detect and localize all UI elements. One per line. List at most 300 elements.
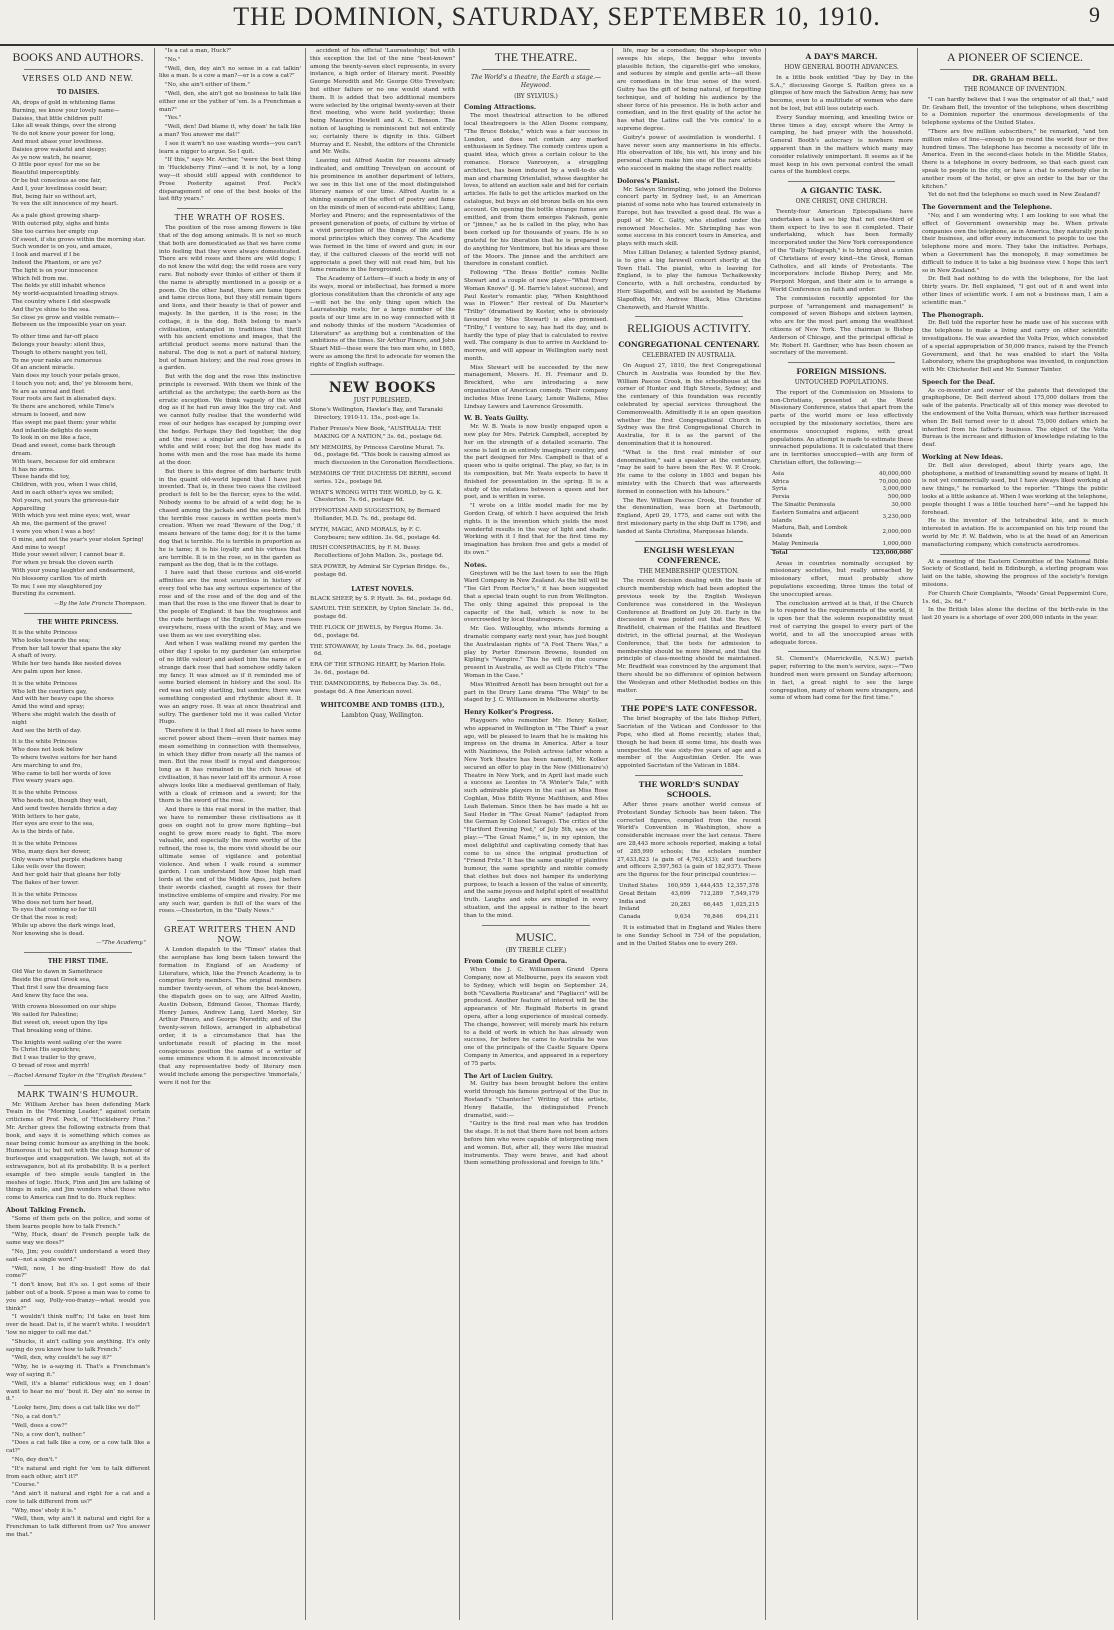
verse-line: With crowns blossomed on our ships xyxy=(12,1004,116,1011)
article-paragraph: St. Clement's (Marrickville, N.S.W.) parish paper, referring to the men's service, says:—"Two hundred men were present on Sunday afternoon; in fact, a great night to see the large congregation, many of whom were strangers, and some of whom had come for the first time." xyxy=(770,656,913,702)
table-row xyxy=(770,541,913,549)
verse-line: As ye now watch, he nearer, xyxy=(12,154,92,161)
verse-line: Ye are as unreal and fleet xyxy=(12,388,85,395)
article-title: THE WRATH OF ROSES. xyxy=(174,213,286,223)
book-entry: MEMOIRS OF THE DUCHESS DE BERRI, second series. 12s., postage 9d. xyxy=(310,471,452,485)
verse-line: And her gold hair that gleans her folly xyxy=(12,872,121,879)
verse-line: Or that the rose is red; xyxy=(12,915,78,922)
verse-line: But, being fair so without art, xyxy=(12,193,97,200)
article-body xyxy=(6,1102,150,1203)
verse-line: It is the white Princess xyxy=(12,630,78,636)
verse-line: The fields ye still inhabit whence xyxy=(12,283,106,290)
verse-line: And must abase your loveliness. xyxy=(12,138,104,145)
article-paragraph: Twenty-four American Episcopalians have undertaken a task so big that not one-third of them expect to live to see it completed. Their undertaking, which has been formally incorporated under the New York correspondence of the "Daily Telegraph," is to bring about a union of Christians of every kind—the Greek, Roman Catholics, and all kinds of Protestants. The incorporators include Bishop Perry, and Mr. Pierpont Morgan, and their aim is to arrange a World Conference on faith and order. xyxy=(770,208,913,293)
divider xyxy=(940,554,1090,555)
article-subtitle: THE ROMANCE OF INVENTION. xyxy=(963,86,1067,93)
article-body xyxy=(770,561,913,648)
poem-title: THE WHITE PRINCESS. xyxy=(37,619,119,626)
column-religious-activity xyxy=(617,48,761,1620)
article-paragraph: "Why, mos' sholy it is." xyxy=(12,1507,77,1514)
verse-line: Are palm upon her knee. xyxy=(12,668,83,675)
article-paragraph: But there is this degree of dim barbaric truth in the quaint old-world legend that I have just invented. That is, in these two cases the civilised product is felt to be the fiercer, eyes to the wild. Nobody seems to be afraid of a wild dog; he is chased among the jackals and the sea-birds. But the terrible rose causes in written poets men's creation. When we read 'Beware of the Dog,' it means beware of the tame dog; for it is the tame dog that is terrible. He is terrible in proportion as he is tame; it is his loyalty and his virtues that are terrible. It is in the rose, so in the garden as rampant as the dog, that is in the cottage. xyxy=(159,468,301,569)
article-paragraph: "Guitry is the first real man who has trodden the stage. It is not that there have not been actors before him who were capable of interpreting men and women. But, after all, they were like musical instruments. They were brave, and had about them something professional and foreign to life." xyxy=(464,1121,608,1167)
article-body xyxy=(159,225,301,570)
article-paragraph: Greytown will be the last town to see the High Ward Company in New Zealand. As the bill will be "Tee Girl From Rector's," it has been suggested that a special train ought to run from Wellington. The only thing against this proposal is the capacity of the hall, which is now to be overcrowded by local theatregoers. xyxy=(464,570,608,624)
column-missions xyxy=(770,48,913,1620)
verse-line: These hands did toy, xyxy=(12,474,70,481)
book-entry: THE DAMNODDERS, by Rebecca Day. 3s. 6d., postage 6d. A fine American novel. xyxy=(310,680,442,695)
verse-line: That breaking song of thine. xyxy=(12,1027,93,1034)
article-paragraph: In a little book entitled "Day by Day in the S.A.," discussing George S. Railton gives us a glimpse of how much the Salvation Army, has now become, even to a multitude of women who dare not be lost, but still less outstrip each. xyxy=(770,74,913,112)
poem-signature: —By the late Francis Thompson. xyxy=(53,601,146,608)
verse-line: It is the white Princess xyxy=(12,680,78,687)
article-body xyxy=(770,209,913,358)
article-paragraph: "No; and I am wondering why. I am looking to see what the effect of Government ownership may be. When private companies own the telephone, as in America, they naturally push their business, and offer every inducement to people to use the telephone more and more. They take the initiative. Perhaps, when a Government has the monopoly, it may sometimes be difficult to induce it to take a big business view. I hope this isn't so in New Zealand." xyxy=(922,212,1108,274)
article-paragraph: "Some of them gets on the police, and some of them learns people how to talk French." xyxy=(6,1215,150,1230)
book-entry: THE FLOCK OF JEWELS, by Fergus Hume. 3s. 6d., postage 6d. xyxy=(310,625,443,639)
article-paragraph: Mr. Selwyn Shrimpling, who joined the Dolores concert party in Sydney last, is an American pianist of some note who has toured extensively in Europe, but has travelled a good deal. He was a pupil of Mr. C. Gatty, who studied under the renowned Moscheles. Mr. Shrimpling has won some success in his concert tours in America, and plays with much skill. xyxy=(617,186,761,248)
verse-line: Only wears what purple shadows hang xyxy=(12,856,123,863)
verse-line: Between us the impossible year on year. xyxy=(12,322,127,329)
population-table xyxy=(770,471,913,558)
article-paragraph: On August 27, 1810, the first Congregational Church in Australia was founded by the Rev. William Pascoe Crook, in the schoolhouse at the corner of Hunter and High Streets, Sydney; and the centenary of this foundation was recently celebrated by special services throughout the Commonwealth. Admittedly it is an open question whether the first Congregational Church in Sydney was the first Congregational Church in Australia, for it is as the parent of the denomination that it is honoured. xyxy=(617,363,761,448)
article-subhead: Speech for the Deaf. xyxy=(922,377,995,386)
article-paragraph: Mr. Geo. Willoughby, who intends forming a dramatic company early next year, has just bought the Australasian rights of "A Fool There Was," a play by Porter Emerson Browne, founded on Kipling's "Vampire." This he will in due course present in Australia, as well as Clyde Fitch's "The Woman in the Case." xyxy=(464,626,608,679)
article-body xyxy=(922,559,1108,623)
country-name: India and Ireland xyxy=(619,898,646,913)
page-number: 9 xyxy=(1089,2,1100,27)
verse-line: Like veils over the flower; xyxy=(12,864,86,871)
book-entry: HYPNOTISM AND SUGGESTION, by Bernard Hollander, M.D. 7s. 6d., postage 6d. xyxy=(310,508,441,523)
article-paragraph: The report of the Commission on Missions to non-Christians, presented at the World Missionary Conference, states that apart from the parts of the world more or less effectively occupied by the missionary societies, there are enormous unoccupied regions, with great populations. An attempt is made to estimate these unreached populations. It is calculated that there are in territories unoccupied—with any form of Christian effort, the following:— xyxy=(770,389,913,467)
region-name: Africa xyxy=(772,478,789,485)
verse-line: Apparelling xyxy=(12,505,46,512)
novel-list xyxy=(310,596,455,697)
newspaper-title: THE DOMINION, SATURDAY, SEPTEMBER 10, 1910. xyxy=(233,2,881,31)
verse-line: It is the white Princess xyxy=(12,790,78,797)
column-theatre-music xyxy=(464,48,608,1620)
table-row xyxy=(617,883,761,891)
verse-line: I touch you not; and, tho' ye blossom here, xyxy=(12,380,133,387)
article-paragraph: "Well, den! Dad blame it, why doan' he talk like a man? You answer me dat!" xyxy=(159,124,301,138)
verse-line: To me your ranks are rumorous xyxy=(12,357,102,364)
publisher-name: WHITCOMBE AND TOMBS (LTD.), xyxy=(320,701,445,710)
verse-line: With letters to her gate, xyxy=(12,813,81,820)
table-row xyxy=(770,471,913,479)
population-value: 500,000 xyxy=(887,494,911,501)
table-row xyxy=(617,899,761,915)
book-entry: SAMUEL THE SEEKER, by Upton Sinclair. 3s. 6d., postage 6d. xyxy=(310,606,454,621)
poem-title: TO DAISIES. xyxy=(56,89,100,96)
article-body xyxy=(617,716,761,771)
article-paragraph: The Academy of Letters—if such a body in any of its ways, moral or intellectual, has formed a more glorious constitution than the chronicle of any age—will not be the only thing upon which the Laureateship rests; for a large number of the poets of our time are in no way connected with it and nobody thinks of the modern "Academies of Literature" as anything but a combination of the ambitions of the times. Sir Arthur Pinero, and John Stuart Mill—these were the two men who, in 1865, were as among the first to advocate for women the rights of English suffrage. xyxy=(310,276,455,368)
verse-line: The knights went sailing o'er the wave xyxy=(12,1039,122,1046)
divider xyxy=(940,69,1090,70)
ad-title xyxy=(310,381,455,395)
verse-line: O little poor eyes! for me so be xyxy=(12,162,100,169)
book-entry: SEA POWER, by Admiral Sir Cyprian Bridge. 6s., postage 6d. xyxy=(310,564,450,578)
article-paragraph: "No, Jim; you couldn't understand a word they said—not a single word." xyxy=(6,1248,150,1263)
statistic-value: 160,959 xyxy=(667,882,691,889)
article-body xyxy=(770,75,913,177)
article-paragraph: Dr. Bell had nothing to do with the telephone, for the last thirty years. Dr. Bell explained, "I got out of it and went into other lines of scientific work. I am not a business man, I am a scientific man." xyxy=(922,276,1108,306)
verse-line: Such wonder is on you, and amaze, xyxy=(12,244,113,251)
statistic-value: 1,444,455 xyxy=(694,882,723,889)
verse-line: From her tall tower that spans the sky xyxy=(12,645,122,652)
article-paragraph: And when I was walking round my garden the other day I spoke to my gardener (an enterprise of no little valour) and asked him the name of a strange dark rose that had somehow oddly taken my fancy. It was almost as if it reminded me of some buried element in history and the soul. Its red was not only startling, but sombre; there was something congested and rhythmic about it. It was an angry rose. It was at once theatrical and sultry. The gardener told me it was called Victor Hugo. xyxy=(159,641,301,726)
verse-line: So close ye grow and visible remain— xyxy=(12,314,120,321)
article-paragraph: accident of his official 'Laureateship;' but with this exception the list of the nine "best-known" among the twenty-seven elect represents, in every instance, a high order of literary merit. Possibly George Meredith and Mr. George Otto Trevelyan; but either failure or no one would stand with them. It is added that two additional members were selected by the original twenty-seven at their first meeting, who were held yesterday; these being Maurice Hewlett and A. C. Benson. The notion of laughing is reminiscent but not entirely so; certainly there is dignity in this. Gilbert Murray and E. Nesbit, the editors of the Chronicle and Mr. Wells. xyxy=(310,48,455,156)
verse-line: I wore you when I was a boy! xyxy=(12,529,96,536)
article-paragraph: "Does a cat talk like a cow, or a cow talk like a cat?" xyxy=(6,1440,150,1455)
table-row xyxy=(770,486,913,494)
book-entry: WHAT'S WRONG WITH THE WORLD, by G. K. Chesterton. 7s. 6d., postage 6d. xyxy=(310,489,443,504)
article-paragraph: The conclusion arrived at is that, if the Church is to respond to the requirements of the world, it is upon her that the solemn responsibility must rest of carrying the gospel to every part of the world, and to all the unoccupied areas with adequate forces. xyxy=(770,600,913,646)
article-body xyxy=(464,571,608,706)
verse-line: While up above the dark wings lead, xyxy=(12,922,116,929)
verse-line: It is the white Princess xyxy=(12,739,78,746)
verse-line: Who left the courtiers gay, xyxy=(12,688,88,695)
verse-line: Ye vex the silt innocence of my heart. xyxy=(12,201,119,208)
verse-line: Burning, we know your lovely name— xyxy=(12,107,120,114)
section-title: THE THEATRE. xyxy=(494,50,578,64)
poem-signature: —"The Academy." xyxy=(95,940,146,947)
article-paragraph: "No, a cat don't." xyxy=(12,1413,61,1420)
verse-line: To Christ His sepulchre; xyxy=(12,1047,81,1054)
verse-line: And send twelve heralds thrice a day xyxy=(12,805,118,812)
verse-line: Daisies, that little children pull! xyxy=(12,115,103,122)
region-name: Eastern Sumatra and adjacent islands xyxy=(772,509,859,524)
divider xyxy=(635,541,743,542)
population-value: 3,230,000 xyxy=(882,513,911,520)
verse-line: Or be but conscious as one fair, xyxy=(12,177,102,184)
book-entry: MYTH, MAGIC, AND MORALS, by F. C. Conybeare; new edition. 3s. 6d., postage 4d. xyxy=(310,526,441,541)
verse-line: With outcried pity, sighs and hints xyxy=(12,220,110,227)
article-subhead: About Talking French. xyxy=(6,1206,86,1214)
article-paragraph: "I can hardly believe that I was the originator of all that," said Dr. Graham Bell, the inventor of the telephone, when describing to a Dominion reporter the enormous developments of the telephone systems of the United States. xyxy=(922,96,1108,127)
article-paragraph: The Rev. William Pascoe Crook, the founder of the denomination, was born at Dartmouth, England, April 29, 1775, and came out with the first missionary party in the ship Duff in 1796, and landed at Santa Christina, Marquesas Islands. xyxy=(617,497,761,535)
verse-line: O mine, and not the year's your stolen Spring! xyxy=(12,536,144,543)
book-entry: IRISH CONSPIRACIES, by F. M. Bussy. Recollections of John Mallon. 3s., postage 6d. xyxy=(310,545,444,560)
article-paragraph: Playgoers who remember Mr. Henry Kolker, who appeared in Wellington in "The Thief" a year ago, will be pleased to learn that he is making his impress on the drama in America. After a tour with Nazimova, the Polish actress (after whom a New York theatre has been named), Mr. Kolker secured an offer to play in the New (Millionaire's) Theatre in New York, and in April last made such a success as Leontes in "A Winter's Tale," with such admirable players in the cast as Miss Rose Coghlan, Miss Edith Wynne Matthison, and Miss Leah Bateman. Since then he has made a hit as Saul Heder in "The Great Name" (adapted from the German by Colonel Savage). The critics of the "Hartford Evening Post," of July 5th, says of the play:—"The Great Name," is, in my opinion, the most delightful and captivating comedy that has come to us since the original production of "Friend Fritz." It has the same quality of plaintive humour, the same sprightly and nimble comedy that clothes but does not hamper its underlying purpose, to teach a lesson of the value of sincerity, and the same joyous and helpful spirit of wealthful truth. Laughs and sobs are mingled in every situation, and the appeal is rather to the heart than to the mind. xyxy=(464,717,608,919)
article-paragraph: He is the inventor of the tetrahedral kite, and is much interested in aviation. He is accompanied on his trip round the world by Mr. F. W. Baldwin, who is at the head of an American manufacturing company, which constructs aerodromes. xyxy=(922,518,1108,548)
divider xyxy=(24,69,132,70)
article-paragraph: As co-inventor and owner of the patents that developed the graphophone, Dr. Bell derived about 175,000 dollars from the sale of the patents. Practically all of this money was devoted to the endowment of the Volta Bureau, which was further increased when Dr. Bell turned over to it about 75,000 dollars which he inherited from his father's business. The object of the Volta Bureau is the increase and diffusion of knowledge relating to the deaf. xyxy=(922,387,1108,449)
divider xyxy=(482,925,590,926)
verse-line: And knew thy face the sea. xyxy=(12,992,89,999)
verse-line: And the'ye shine to the sea. xyxy=(12,306,91,313)
population-total-row xyxy=(770,549,913,557)
verse-line: And with her heavy cape the shores xyxy=(12,696,114,703)
book-entry: BLACK SHEEP, by S. P. Hyatt. 3s. 6d., postage 6d. xyxy=(310,595,452,602)
article-body xyxy=(6,1216,150,1540)
divider xyxy=(177,208,283,209)
verse-line: stream is loosed, and now xyxy=(12,412,86,419)
total-label: Total xyxy=(770,549,870,557)
population-value: 30,000 xyxy=(891,502,911,509)
verse-line: The flakes of her tower. xyxy=(12,879,79,886)
table-row xyxy=(617,891,761,899)
ad-title-text: NEW BOOKS xyxy=(328,379,437,396)
article-title: GREAT WRITERS THEN AND NOW. xyxy=(164,925,296,945)
article-paragraph: After three years another world census of Protestant Sunday Schools has been taken. The corrected figures, compiled from the recent World's Convention in Washington, show a considerable increase over the last census. There are 28,443 more schools reported, making a total of 285,999 schools; the scholars number 27,433,823 (a gain of 4,763,433); and teachers and officers 2,597,563 (a gain of 182,937). These are the figures for the four principal countries:— xyxy=(617,801,761,879)
article-paragraph: Areas in countries nominally occupied by missionary societies, but really unreached by missionary effort, must probably show populations exceeding, three times the total of the unoccupied areas. xyxy=(770,560,913,598)
article-body xyxy=(922,213,1108,308)
table-row xyxy=(770,510,913,526)
article-body xyxy=(922,388,1108,450)
verse-line: As a pale ghost growing sharp- xyxy=(12,213,101,220)
article-paragraph: "If this," says Mr. Archer, "were the best thing in 'Huckleberry Finn'—and it is not, by a long way—it should still appeal with confidence to Prose Posterity against Prof. Peck's disparagement of one of the best books of the last fifty years." xyxy=(159,157,301,203)
verse-line: Who heeds not, though they wait, xyxy=(12,797,108,804)
article-body xyxy=(310,48,455,370)
article-subhead: The Phonograph. xyxy=(922,310,984,319)
verse-line: Children, with you, when I was child, xyxy=(12,482,118,489)
verse-line: Nor knowing she is dead. xyxy=(12,930,85,937)
poem-body xyxy=(6,100,150,599)
article-subtitle: THE MEMBERSHIP QUESTION. xyxy=(639,567,739,575)
article-paragraph: "Well, it's a blame' ridicklous way, en I doan' want to hear no mo' 'bout it. Dey ain' no sense in it." xyxy=(6,1380,150,1403)
verse-line: She too carries her empty cup xyxy=(12,228,98,235)
verse-line: And I, your loveliness could bear; xyxy=(12,185,108,192)
article-paragraph: The commission recently appointed for the purpose of "arrangement and management" is composed of seven Bishops and sixteen laymen, who are for the most part among the wealthiest citizens of New York. The chairman is Bishop Anderson of Chicago, and the principal official is Mr. Robert H. Gardiner, who has been chosen as secretary of the movement. xyxy=(770,295,913,357)
article-paragraph: The position of the rose among flowers is like that of the dog among animals. It is not so much that both are domesticated as that we have come into feeling that they were always domesticated. There are wild roses and there are wild dogs; I do not know the wild dog; the wild roses are very rare. But nobody ever thinks of either of them if the name is abruptly mentioned in a gossip or a poem. On the other hand, there are tame tigers and tame circus lions, but they still remain tigers and lions, and their beauty is that of power and majesty. In the garden, it is the rose; in the cottage, it is the dog. Both belong to man's civilisation, entangled in traditions that thrill with his ancient emotions and images, that the artificial product seems more natural than the natural. The dog is not a part of natural history, but of human history; and the real rose grows in a garden. xyxy=(159,225,301,372)
verse-line: Who looks towards the sea; xyxy=(12,637,91,644)
article-body xyxy=(464,718,608,921)
verse-line: Where she might watch the death of xyxy=(12,711,116,718)
article-paragraph: The recent decision dealing with the basis of church membership which had been adopted the previous week by the English Wesleyan Conference was considered in the Wesleyan Conference at Bradford on July 26. Early in the discussion it was pointed out that the Rev. W. Bradfield, chairman of the Halifax and Bradford district, in the official journal, at the Wesleyan Conference, that the tests for admission to membership should be more liberal, and that the principle of class-meeting should be maintained. Mr. Bradfield was convinced by the argument that there should be no difference of opinion between the Wesleyan and other Methodist bodies on this matter. xyxy=(617,578,761,694)
article-paragraph: "Why, Huck, doan' de French people talk de same way we does?" xyxy=(6,1232,150,1247)
verse-line: Which fell from me. xyxy=(12,275,68,282)
verse-line: Amid the wind and spray; xyxy=(12,704,85,711)
verse-line: Beside the great Greek sea, xyxy=(12,977,91,984)
article-paragraph: I have said that these curious and old-world affinities are the most scurrilous in history of every fool who has any serious experience of the rose and of the rose and of the dog and of the man that the rose is the one flower that is dear to the people of England: it has the roughness and the rude heritage of the English. We have roses everywhere, roses with the scent of May, and we use them as we use everything else. xyxy=(159,570,301,639)
verse-line: Bursting its cerement. xyxy=(12,591,76,598)
article-subtitle: ONE CHRIST, ONE CHURCH. xyxy=(795,198,888,206)
column-books-and-authors xyxy=(6,48,150,1620)
verse-line: We sailed for Palestine; xyxy=(12,1012,79,1019)
verse-line: It is the white Princess xyxy=(12,891,78,898)
book-entry: MY MEMOIRS, by Princess Caroline Murat. 7s. 6d., postage 6d. "This book is causing almost as much discussion in the Coronation Recollections. xyxy=(310,444,454,467)
article-subhead: Coming Attractions. xyxy=(464,103,537,112)
poem-title: THE FIRST TIME. xyxy=(47,958,109,966)
statistic-value: 66,445 xyxy=(703,902,723,909)
verse-line: The light is on your innocence xyxy=(12,267,98,274)
verse-line: For when ye break the cloven earth xyxy=(12,560,114,567)
country-name: Canada xyxy=(619,914,641,921)
verse-line: Vain does my touch your petals graze, xyxy=(12,373,121,380)
verse-line: With your young laughter and endearment, xyxy=(12,568,136,575)
article-subhead: Notes. xyxy=(464,560,487,569)
verse-line: I look and marvel if I be xyxy=(12,252,80,259)
book-entry: Stone's Wellington, Hawke's Bay, and Taranaki Directory, 1910-11. 15s., post-age 1s. xyxy=(310,407,443,422)
article-paragraph: Mr. William Archer has been defending Mark Twain in the "Morning Leader," against certain criticisms of Prof. Peck, of "Huckleberry Finn." Mr. Archer gives the following extracts from that book, and says it is something which comes as near being comic humour as anything in the book. Humorous it is; but not with the cheap humour of burlesque and exaggeration. We laugh, not at its extravagance, but at its probability. It is a perfect example of two simple souls tangled in the meshes of logic. Huck, Finn and Jim are talking of things in exile, and Jim wonders what those who come to America can find to do. Huck replies: xyxy=(6,1101,150,1202)
verse-line: Who does not look below xyxy=(12,747,83,754)
column-rule xyxy=(612,48,613,1620)
statistic-value: 7,549,179 xyxy=(730,890,759,897)
verse-line: Though to others naught you tell, xyxy=(12,349,108,356)
region-name: Asia xyxy=(772,470,785,477)
statistic-value: 712,289 xyxy=(699,890,723,897)
article-body xyxy=(159,48,301,204)
section-title: A PIONEER OF SCIENCE. xyxy=(946,50,1083,64)
article-paragraph: The brief biography of the late Bishop Pifferi, Sacristan of the Vatican and Confessor to the Pope, who died at Rome recently, states that, though he had been ill some time, his death was unexpected. He was sixty-five years of age and a member of the Augustinian Order. He was appointed Sacristan of the Vatican in 1884. xyxy=(617,716,761,770)
article-paragraph: Dr. Bell also developed, about thirty years ago, the photophone, a method of transmitting sound by means of light. It is not yet commercially used, but I have always liked working at new things," he remarked to the reporter. "Things the public looks at a little askance at. When I was working at the telephone, people thought I was a little touched here"—and he tapped his forehead. xyxy=(922,462,1108,516)
verse-line: No blossomy carillon 'tis of mirth xyxy=(12,575,107,582)
book-entry: THE STOWAWAY, by Louis Tracy. 3s. 6d., postage 6d. xyxy=(310,643,451,658)
verse-line: Ah me, the garment of the grave! xyxy=(12,521,107,528)
article-subhead: Henry Kolker's Progress. xyxy=(464,708,554,717)
table-row xyxy=(617,914,761,922)
verse-line: Like all weak things, over the strong xyxy=(12,123,117,130)
verse-line: Who, many days her dower, xyxy=(12,848,91,855)
article-paragraph: M. Guitry has been brought before the entire world through his famous portrayal of the Duc in Rostand's "Chantecler." Writing of this artiste, Henry Bataille, the distinguished French dramatist, said:— xyxy=(464,1081,608,1119)
article-title: DR. GRAHAM BELL. xyxy=(972,74,1058,83)
divider xyxy=(788,181,895,182)
article-body xyxy=(464,967,608,1068)
section-title: MUSIC. xyxy=(515,929,557,944)
verse-line: Daisies grow wakeful and sleepy; xyxy=(12,146,107,153)
ad-subtitle: JUST PUBLISHED. xyxy=(353,396,412,404)
article-paragraph: "No, she ain't either of them." xyxy=(165,82,250,89)
section-byline: (BY TREBLE CLEF.) xyxy=(505,946,567,954)
verse-line: But I was trailer to thy grave, xyxy=(12,1055,97,1062)
population-rows xyxy=(770,471,913,549)
article-title: FOREIGN MISSIONS. xyxy=(796,367,887,377)
verse-line: Five weary years ago. xyxy=(12,778,75,785)
article-body xyxy=(617,48,761,174)
region-name: Malay Peninsula xyxy=(772,541,819,548)
article-title: THE WORLD'S SUNDAY SCHOOLS. xyxy=(638,779,740,799)
article-paragraph: Leaving out Alfred Austin for reasons already indicated, and omitting Trevelyan on account of his prominence in another department of letters, we see in this list one of the most distinguished literary names of our time. Alfred Austin is a shining example of the effect of poetry and fame on the minds of men of second-rate abilities; Lang, Morley and Pinero; and the representatives of the present generation of poets, of culture by virtue of a vivid perception of the things of life and the moral principles which they convey. The Academy was formed in the time of sword and gun; in our day, if the cultured classes of the world will not appreciate a poet they will not read him, but his fame remains in the foreground. xyxy=(310,158,455,274)
article-subtitle: CELEBRATED IN AUSTRALIA. xyxy=(642,352,736,360)
sunday-school-table xyxy=(617,883,761,922)
verse-line: Of an ancient miracle. xyxy=(12,365,76,372)
article-title: ENGLISH WESLEYAN CONFERENCE. xyxy=(643,545,735,565)
divider xyxy=(635,699,743,700)
column-rule xyxy=(459,48,460,1620)
article-body xyxy=(464,1081,608,1168)
column-wrath-of-roses xyxy=(159,48,301,1620)
article-paragraph: "No." xyxy=(165,56,181,63)
poem-signature: —Rachel Annand Taylor in the "English Review." xyxy=(8,1072,146,1079)
article-subhead: From Comic to Grand Opera. xyxy=(464,957,568,966)
article-paragraph: The most theatrical attraction to be offered local theatregoers is the Allen Doone company, "The Bruce Boteke," which was a fair success in London, and does not contain any marked enthusiasm in Sydney. The comedy centres upon a quaint idea, which gives a certain colour to the romance. Horace Vanrooyen, a struggling architect, has been induced by a well-to-do old man and charming Orientalist, whose daughter he loves, to attend an auction sale and bid for certain articles. He fails to get the articles marked on the catalogue, but buys an old bronze bells on his own account. On opening the bottle strange fumes are emitted, and from them emerges Fakrash, genie or "jinnee," as he is called in the play, who has been corked up for thousands of years. He is so grateful for his liberation that he is prepared to do anything for Ventimore, but his ideas are those of the Moors. The jinnee and the architect are therefore in constant conflict. xyxy=(464,113,608,268)
table-row xyxy=(770,479,913,487)
divider xyxy=(24,952,132,953)
article-body xyxy=(159,570,301,916)
article-paragraph: When the J. C. Williamson Grand Opera Company, now at Melbourne, pays its season visit to Sydney, which will begin on September 24, both "Cavalleria Rusticana" and "Pagliacci" will be produced. Another feature of interest will be the appearance of Mr. Reginald Roberts in grand opera, after a long experience of musical comedy. The change, however, will merely mark his return to a field of work in which he has already won success, for before he came to Australia he was one of the principals of the Castle Square Opera Company in America, and appeared in a repertory of 75 parts. xyxy=(464,967,608,1067)
article-paragraph: Therefore it is that I feel all roses to have some secret power about them—even their names may mean something in connection with themselves, in which they differ from nearly all the names of men. But the rose itself is royal and dangerous; long as it has remained in the rich house of civilisation, it has never laid off its armour. A rose always looks like a mediaeval gentleman of Italy, with a cloak of crimson and a sword; for the thorn is the sword of the rose. xyxy=(159,728,301,805)
verse-line: Ye there are anchored, while Time's xyxy=(12,404,115,411)
article-paragraph: At a meeting of the Eastern Committee of the National Bible Society of Scotland, held in Edinburgh, a sterling program was laid on the table, showing the progress of the society's foreign missions. xyxy=(922,558,1108,589)
article-body xyxy=(617,802,761,880)
verse-line: And mine to weep! xyxy=(12,544,66,551)
book-entry: Fisher Preuss's New Book, "AUSTRALIA: THE MAKING OF A NATION," 3s. 6d., postage 6d. xyxy=(310,426,443,440)
article-paragraph: "It's natural and right for 'em to talk different from each other, ain't it?" xyxy=(6,1465,150,1480)
article-body xyxy=(922,463,1108,550)
divider xyxy=(24,613,132,614)
population-value: 40,000,000 xyxy=(878,470,911,477)
article-title: A DAY'S MARCH. xyxy=(805,52,878,61)
article-paragraph: Mr. W. B. Yeats is now busily engaged upon a new play for Mrs. Patrick Campbell, accepted by her on the strength of a detailed scenario. The scene is laid in an entirely imaginary country, and the part designed for Mrs. Campbell is that of a queen who is quite original. The play, so far, is in its composition, but Mr. Yeats expects to have it finished for presentation in the spring. It is a study of the relations between a queen and her poet, and is written in verse. xyxy=(464,424,608,501)
column-rule xyxy=(917,48,918,1620)
article-title: MARK TWAIN'S HUMOUR. xyxy=(17,1089,139,1099)
statistic-value: 694,211 xyxy=(735,914,759,921)
article-paragraph: "Why, he is a-saying it. That's a Frenchman's way of saying it." xyxy=(6,1364,150,1378)
section-title: RELIGIOUS ACTIVITY. xyxy=(627,321,751,336)
article-paragraph: "I wrote on a little model made for me by Gordon Craig, of which I have acquired the Irish rights. It is the invention which yields the most wonderful results in the way of light and shade. Working with it I find that for the first time my imagination has broken free and gets a model of its own." xyxy=(464,503,608,557)
article-paragraph: "What is the first real minister of our denomination," said a speaker at the centenary, "may be said to have been the Rev. W. P. Crook. He came to the colony in 1803 and began his ministry with the Church that was afterwards formed in connection with his labours." xyxy=(617,449,761,495)
population-value: 3,000,000 xyxy=(882,486,911,493)
article-paragraph: "No, a cow don't, nuther." xyxy=(12,1431,86,1438)
statistic-value: 12,357,378 xyxy=(726,882,759,889)
article-paragraph: It is estimated that in England and Wales there is one Sunday School in 734 of the population, and in the United States one to every 269. xyxy=(617,924,761,947)
new-books-advertisement xyxy=(310,374,455,721)
article-paragraph: In the British Isles alone the decline of the birth-rate in the last 20 years is a shortage of over 200,000 infants in the year. xyxy=(922,607,1108,622)
verse-line: Indeed the Phantom, or are ye? xyxy=(12,259,102,266)
article-subhead: Dolores's Pianist. xyxy=(617,176,680,185)
article-paragraph: "I don't know, but it's so. I got some of their jabber out of a book. S'pose a man was to come to you and say, Polly-voo-franzy—what would you think?" xyxy=(6,1282,150,1312)
article-title: THE POPE'S LATE CONFESSOR. xyxy=(621,704,757,714)
article-subhead: W. B. Yeats Guilty. xyxy=(464,414,529,423)
article-subtitle: HOW GENERAL BOOTH ADVANCES. xyxy=(784,64,899,71)
verse-line: Are marching to and fro, xyxy=(12,762,83,769)
article-paragraph: And there is this real moral in the matter, that we have to remember these civilisations as it goes on ought not to grow more fighting—but ought to grow more ready to fight. The more valuable, and especially the more worthy of the refined, the rose is, the more vivid should be our ultimate sense of vigilance and potential violence. And when I walk round a summer garden, I can understand how those high mad lords at the end of the Middle Ages, just before their swords clashed, caught at roses for their instinctive emblems of empire and rivalry. For me any such war, garden is full of the wars of the roses.—Chesterton, in the "Daily News." xyxy=(159,807,301,915)
verse-line: dream. xyxy=(12,451,32,458)
verse-line: And in each other's eyes we smiled; xyxy=(12,490,114,497)
population-value: 70,000,000 xyxy=(878,478,911,485)
verse-line: While her two hands like nested doves xyxy=(12,661,122,668)
table-row xyxy=(770,525,913,541)
article-paragraph: I see it warn't no use wasting words—you can't learn a nigger to argue. So I quit. xyxy=(159,140,301,155)
article-paragraph: "Well, den, dey ain't no sense in a cat talkin' like a man. Is a cow a man?—er is a cow a cat?" xyxy=(159,65,301,80)
article-paragraph: Miss Lillian Delaney, a talented Sydney pianist, is to give a big farewell concert shortly at the Town Hall. The pianist, who is leaving for England, is to play the famous Tschaikowsky Concerto, with a full orchestra, conducted by Herr Slapoffski, and will be assisted by Madame Slapoffski, Mr. Andrew Black, Miss Christine Chenoweth, and Harold Whittle. xyxy=(617,249,761,311)
article-paragraph: Every Sunday morning, and kneeling twice or three times a day, except where the Army is camping, he had prayer with the household. General Booth's autocracy is nowhere more apparent than in the matters which many may consider relatively unimportant. It seems as if he must keep in his own personal control the small cares of the humblest corps. xyxy=(770,114,913,176)
article-paragraph: Guitry's power of assimilation is wonderful. I have never seen any mannerisms in his effects. His observation of life, his wit, his irony and his personal charm make him one of the rare artists who succeed in making the stage reflect reality. xyxy=(617,134,761,172)
article-paragraph: "Yes." xyxy=(165,115,182,122)
ad-subheading: LATEST NOVELS. xyxy=(351,584,414,593)
masthead xyxy=(0,0,1114,46)
article-paragraph: Following "The Brass Bottle" comes Nellie Stewart and a couple of new plays—"What Every Woman Knows" (J. M. Barrie's latest success), and Paul Kester's romantic play, "When Knighthood was in Flower." Her revival of Du Maurier's "Trilby" (dramatised by Kester, who is obviously favoured by Miss Stewart) is also promised. "Trilby," I venture to say, has had its day, and is hardly the type of play that is calculated to revive well. The company is due to arrive in Auckland to-morrow, and will appear in Wellington early next month. xyxy=(464,270,608,362)
verse-line: Her eyes are ever to the sea, xyxy=(12,821,95,828)
statistic-value: 20,283 xyxy=(670,902,691,909)
verse-line: To look in on me like a face, xyxy=(12,435,92,442)
statistic-value: 1,025,215 xyxy=(730,902,759,909)
verse-line: It has no arms. xyxy=(12,466,55,473)
article-paragraph: life, may be a comedian; the shop-keeper who sweeps his steps, the beggar who invents plausible fiction, the cigarette-girl who smokes, and seduces by simple and gentle arts—all these are comedians in the true sense of the word. Guitry has the gift of being natural, of forgetting technique, and of holding his audience by the sheer force of his presence. He is both actor and comedian, and in the first quality of the actor he has what the Latins call the 'vis comica' to a supreme degree. xyxy=(617,48,761,132)
article-paragraph: "Looky here, Jim; does a cat talk like we do?" xyxy=(12,1405,141,1412)
article-subhead: The Government and the Telephone. xyxy=(922,203,1053,212)
country-name: Great Britain xyxy=(619,890,657,897)
article-body xyxy=(464,113,608,411)
verse-line: To eyes that coming so far till xyxy=(12,907,97,914)
verse-line: That first I saw the dreaming face xyxy=(12,984,109,991)
verse-line: Ah, drops of gold in whitening flame xyxy=(12,100,116,106)
article-subtitle: UNTOUCHED POPULATIONS. xyxy=(794,379,889,387)
divider xyxy=(788,651,895,652)
article-body xyxy=(159,947,301,1087)
poem-body xyxy=(6,630,150,938)
article-body xyxy=(922,97,1108,200)
region-name: Syria xyxy=(772,486,787,493)
article-body xyxy=(464,424,608,558)
region-name: Madura, Bali, and Lombok Islands xyxy=(772,525,848,540)
verse-line: Has swept me past them: your white xyxy=(12,419,117,426)
article-body xyxy=(617,187,761,313)
article-paragraph: Dr. Bell told the reporter how he made use of his success with the telephone to make a living and carry on other scientific investigations. He was awarded the Volta Prize, which consisted of a special appropriation of 50,000 francs, raised by the French Government, and that he was enabled to start the Volta Laboratory, where the graphophone was invented, in conjunction with Mr. Chichester Bell and Mr. Sumner Tainter. xyxy=(922,320,1108,374)
article-paragraph: "Well, den, why couldn't he say it?" xyxy=(12,1355,112,1362)
divider xyxy=(482,69,590,70)
